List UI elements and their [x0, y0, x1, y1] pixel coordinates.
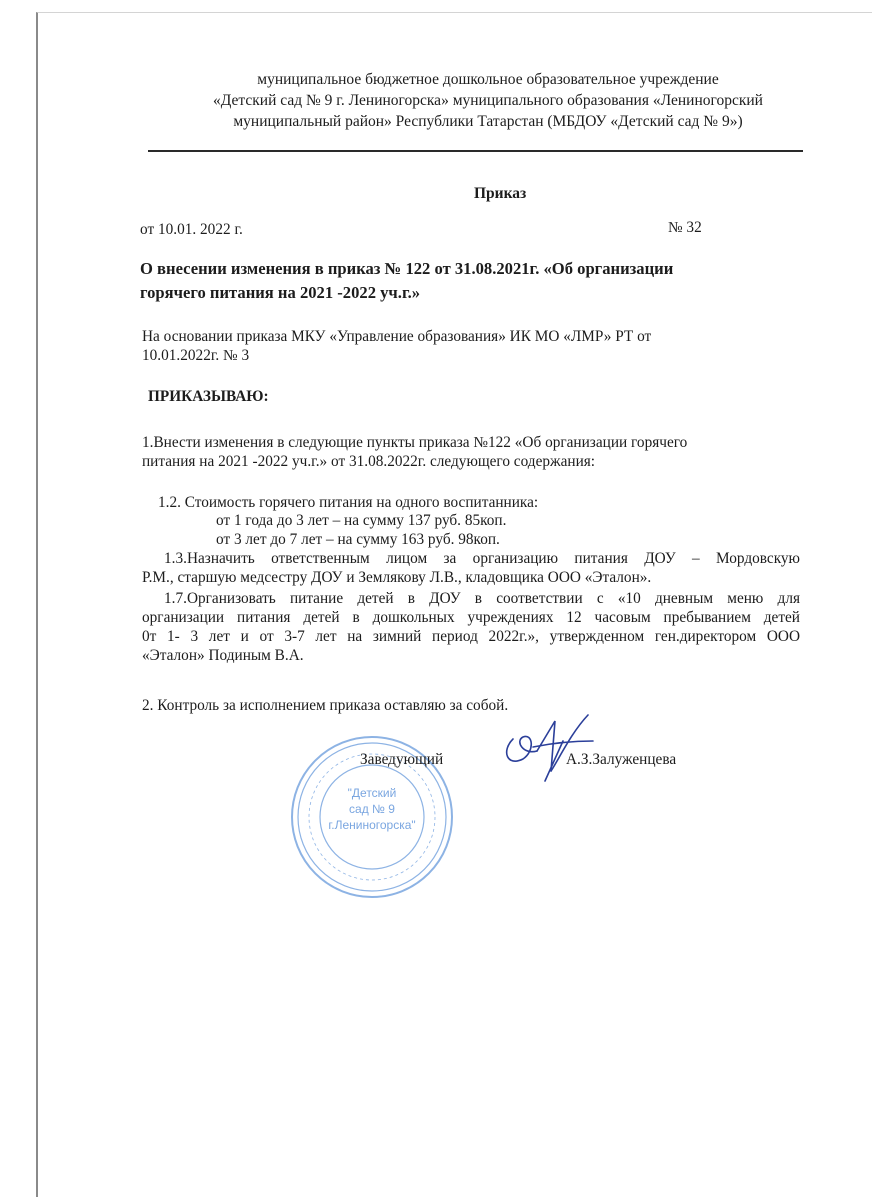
doc-title-line-1: О внесении изменения в приказ № 122 от 31.08.2021г. «Об организации	[140, 259, 674, 278]
document-page	[36, 12, 872, 1197]
doc-title-line-2: горячего питания на 2021 -2022 уч.г.»	[140, 283, 421, 302]
stamp-line-3: г.Лениногорска"	[328, 818, 416, 832]
item1-line-1: 1.Внести изменения в следующие пункты приказа №122 «Об организации горячего	[142, 434, 688, 451]
stamp-line-1: "Детский	[347, 786, 397, 800]
basis-line-2: 10.01.2022г. № 3	[142, 347, 250, 364]
item12-line-1: 1.2. Стоимость горячего питания на одного воспитанника:	[158, 494, 539, 511]
item12-line-3: от 3 лет до 7 лет – на сумму 163 руб. 98коп.	[216, 531, 500, 548]
doc-number: № 32	[668, 219, 702, 236]
item13-line-2: Р.М., старшую медсестру ДОУ и Землякову Л.В., кладовщика ООО «Эталон».	[142, 569, 652, 586]
header-line-1: муниципальное бюджетное дошкольное образовательное учреждение	[257, 71, 719, 88]
item12-line-2: от 1 года до 3 лет – на сумму 137 руб. 85коп.	[216, 512, 507, 529]
item1-line-2: питания на 2021 -2022 уч.г.» от 31.08.2022г. следующего содержания:	[142, 453, 596, 470]
signature-name: А.З.Залуженцева	[566, 751, 677, 768]
item2-line: 2. Контроль за исполнением приказа оставляю за собой.	[142, 697, 509, 714]
doc-type: Приказ	[474, 185, 527, 202]
header-line-2: «Детский сад № 9 г. Лениногорска» муниципального образования «Лениногорский	[213, 92, 763, 109]
order-word: ПРИКАЗЫВАЮ:	[148, 388, 269, 405]
item13-line-1: 1.3.Назначить ответственным лицом за организацию питания ДОУ – Мордовскую	[164, 550, 800, 567]
item17-line-1: 1.7.Организовать питание детей в ДОУ в соответствии с «10 дневным меню для	[164, 590, 800, 607]
signature-position: Заведующий	[360, 751, 444, 768]
org-header	[138, 69, 838, 132]
item17-line-2: организации питания детей в дошкольных учреждениях 12 часовым пребыванием детей	[142, 609, 800, 626]
header-line-3: муниципальный район» Республики Татарстан (МБДОУ «Детский сад № 9»)	[233, 113, 743, 130]
header-divider	[148, 150, 803, 152]
stamp-line-2: сад № 9	[349, 802, 395, 816]
item17-line-4: «Эталон» Подиным В.А.	[142, 647, 304, 664]
basis-line-1: На основании приказа МКУ «Управление образования» ИК МО «ЛМР» РТ от	[142, 328, 652, 345]
doc-date: от 10.01. 2022 г.	[140, 221, 243, 238]
item17-line-3: 0т 1- 3 лет и от 3-7 лет на зимний период 2022г.», утвержденном ген.директором ООО	[142, 628, 800, 645]
